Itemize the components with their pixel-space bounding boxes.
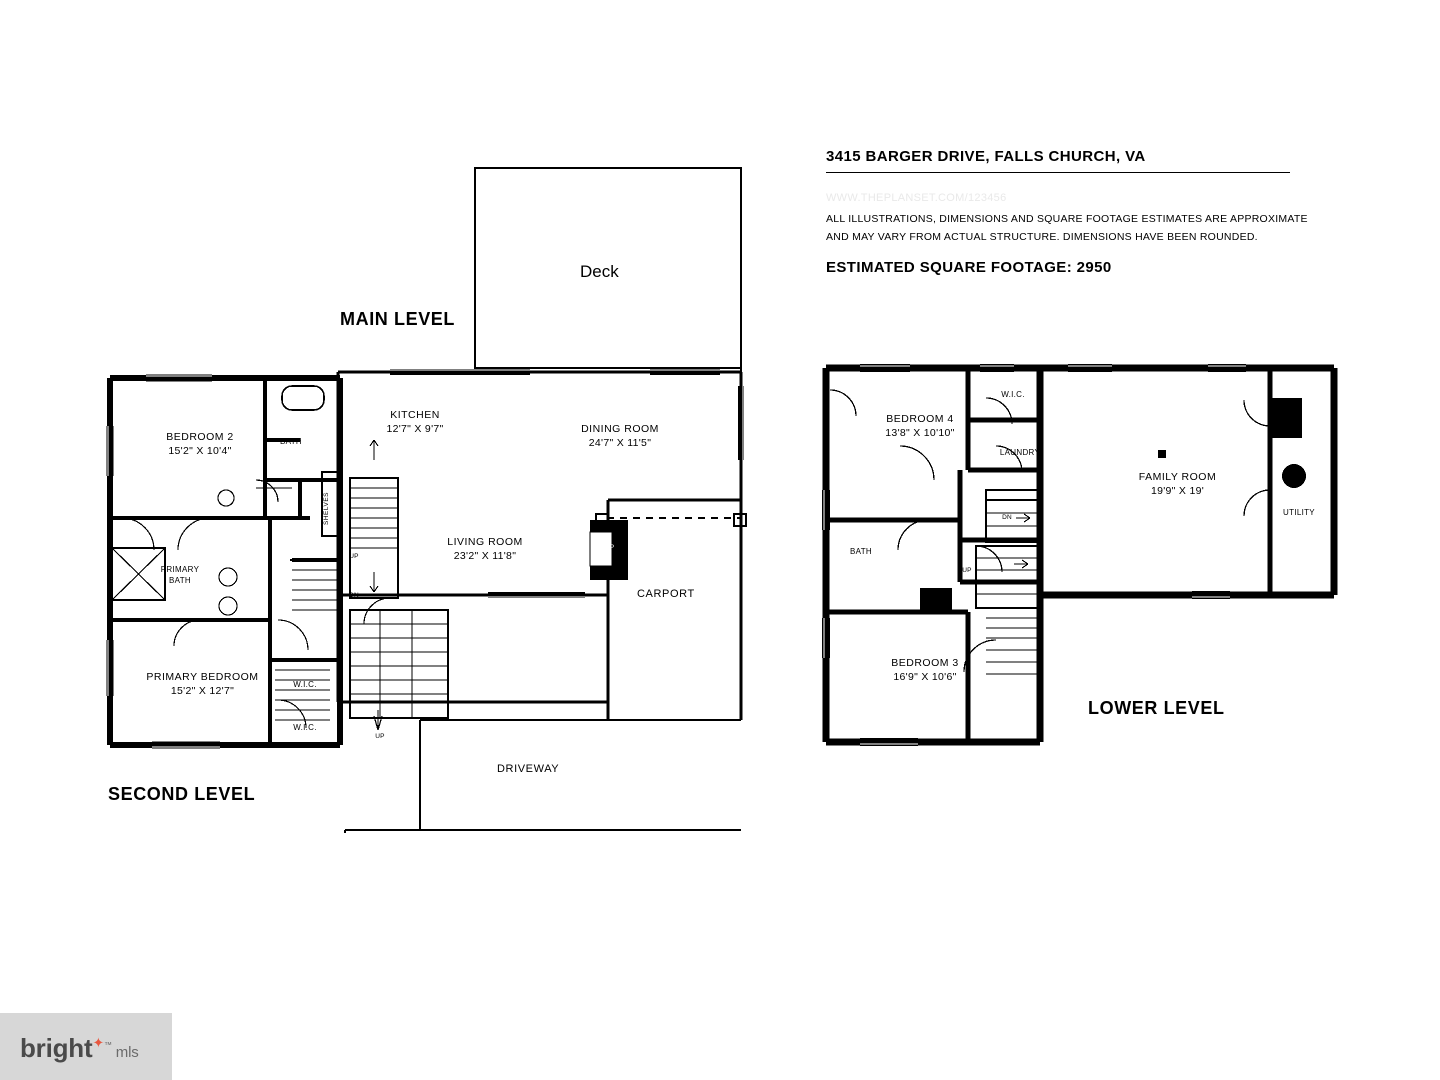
primary-bedroom-name: PRIMARY BEDROOM [146, 671, 259, 683]
primary-bedroom-dims: 15'2" X 12'7" [170, 685, 235, 698]
living-dims: 23'2" X 11'8" [453, 550, 517, 563]
label-hall-bath: BATH [280, 437, 302, 446]
label-utility: UTILITY [1283, 508, 1315, 517]
watermark-text: WWW.THEPLANSET.COM/123456 [826, 192, 1007, 204]
bedroom4-name: BEDROOM 4 [886, 413, 954, 425]
square-footage-label: ESTIMATED SQUARE FOOTAGE: 2950 [826, 259, 1112, 276]
label-second-level: SECOND LEVEL [108, 784, 256, 804]
bedroom3-name: BEDROOM 3 [891, 657, 959, 669]
page-title: 3415 BARGER DRIVE, FALLS CHURCH, VA [826, 148, 1146, 165]
label-primary-bedroom [110, 670, 295, 698]
bedroom2-dims: 15'2" X 10'4" [168, 445, 232, 458]
label-living-room [395, 535, 575, 563]
kitchen-name: KITCHEN [390, 409, 440, 421]
primary-bath-line1: PRIMARY [160, 565, 200, 574]
dining-dims: 24'7" X 11'5" [588, 437, 652, 450]
label-kitchen [340, 408, 490, 436]
bedroom3-dims: 16'9" X 10'6" [893, 671, 957, 684]
label-bedroom-2 [120, 430, 280, 458]
disclaimer-text: ALL ILLUSTRATIONS, DIMENSIONS AND SQUARE FOOTAGE ESTIMATES ARE APPROXIMATE AND MAY VARY FROM ACTUAL STRUCTURE. DIMENSIONS HAVE BEEN ROUNDED. [826, 213, 1308, 243]
label-family-room [1090, 470, 1265, 498]
label-lower-level: LOWER LEVEL [1088, 698, 1225, 718]
label-dining-room [530, 422, 710, 450]
label-main-stair-up: UP [349, 553, 359, 560]
bedroom4-dims: 13'8" X 10'10" [885, 427, 955, 440]
title-divider [826, 172, 1290, 173]
left-plan-drawing [60, 140, 800, 870]
label-shelves: SHELVES [323, 492, 330, 526]
family-room-name: FAMILY ROOM [1138, 471, 1217, 483]
label-lower-bath: BATH [850, 547, 872, 556]
label-bedroom-4 [840, 412, 1000, 440]
label-primary-bath [130, 565, 230, 587]
bright-mls-logo [0, 1013, 172, 1080]
bedroom2-name: BEDROOM 2 [166, 431, 234, 443]
label-second-stair-up: UP [375, 733, 385, 740]
label-wic-upper: W.I.C. [293, 680, 317, 689]
label-main-level: MAIN LEVEL [340, 309, 456, 329]
primary-bath-line2: BATH [169, 575, 191, 585]
label-fireplace: FP [605, 544, 615, 551]
dining-name: DINING ROOM [581, 423, 659, 435]
label-bedroom-3 [840, 656, 1010, 684]
logo-suffix: mls [115, 1044, 139, 1061]
logo-text [20, 1033, 139, 1064]
label-lower-wic: W.I.C. [1001, 390, 1025, 399]
logo-trademark: ™ [103, 1040, 112, 1050]
logo-star-icon: ✦ [92, 1034, 104, 1051]
label-wic-lower: W.I.C. [293, 723, 317, 732]
label-lower-stair-dn: DN [1002, 514, 1012, 521]
label-carport: CARPORT [637, 588, 695, 600]
living-name: LIVING ROOM [447, 536, 523, 548]
label-laundry: LAUNDRY [999, 448, 1041, 457]
label-deck: Deck [580, 262, 619, 281]
kitchen-dims: 12'7" X 9'7" [386, 423, 444, 436]
label-lower-stair-up: UP [962, 567, 972, 574]
label-second-stair-dn: DN [349, 592, 359, 599]
label-driveway: DRIVEWAY [497, 763, 560, 775]
family-room-dims: 19'9" X 19' [1150, 485, 1205, 498]
logo-brand: bright [20, 1033, 93, 1063]
